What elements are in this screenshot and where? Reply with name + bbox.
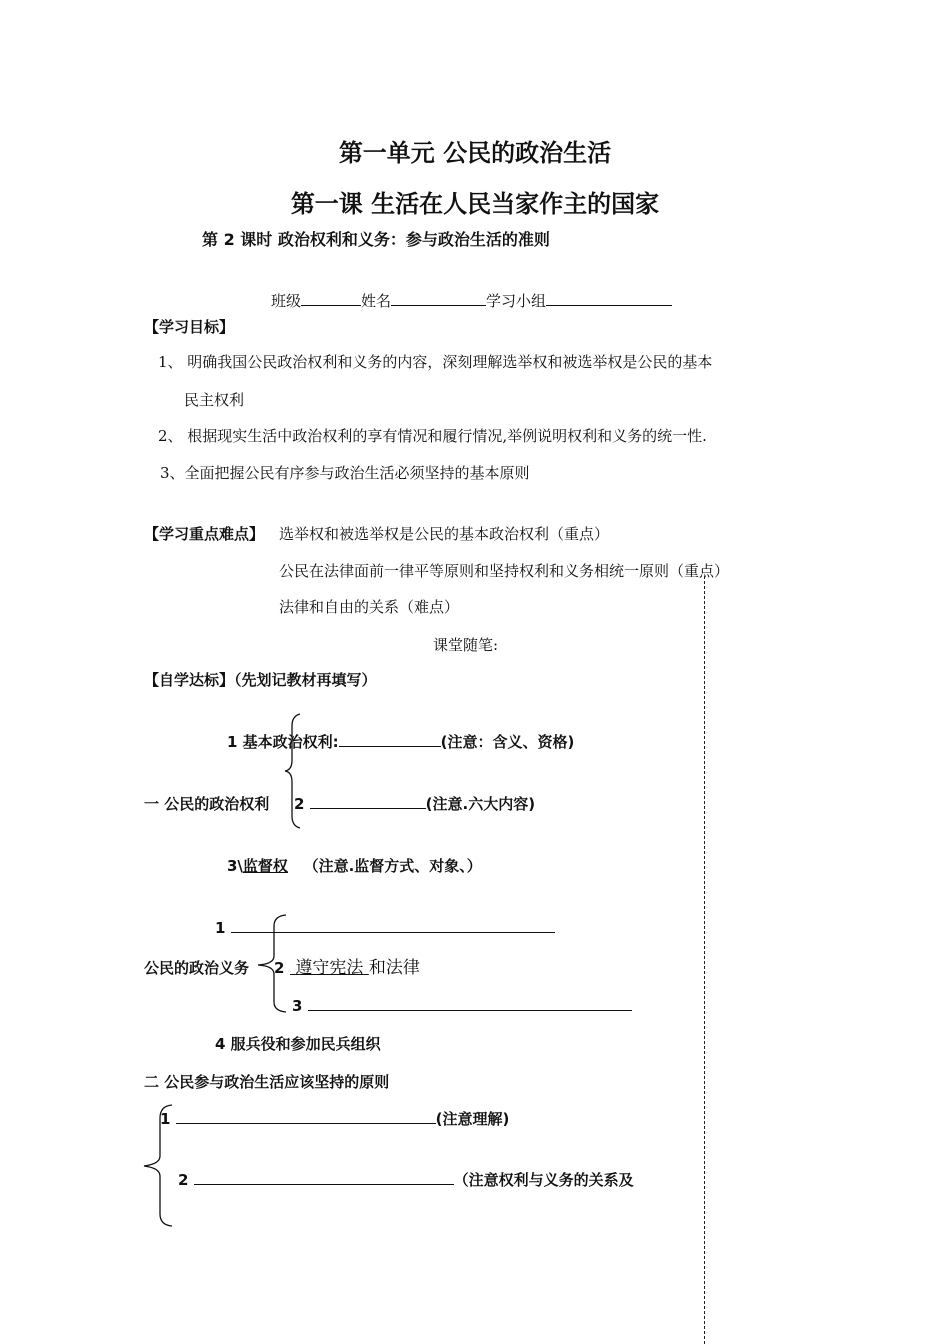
principle-one (160, 1108, 509, 1129)
class-label: 班级 (271, 292, 302, 310)
objective-item: 3、全面把握公民有序参与政治生活必须坚持的基本原则 (160, 464, 530, 482)
duty-two (274, 953, 420, 978)
notes-label: 课堂随笔: (433, 636, 499, 654)
right-supervision-prefix: 3\ (227, 857, 243, 875)
right-two-blank[interactable] (310, 794, 426, 809)
right-supervision (227, 855, 482, 876)
right-basic-blank[interactable] (339, 732, 441, 747)
principle-two-blank[interactable] (194, 1170, 454, 1185)
principle-two-note: （注意权利与义务的关系及 (453, 1171, 634, 1189)
student-info-line (271, 290, 672, 311)
principle-one-blank[interactable] (176, 1109, 436, 1124)
duty-two-term-wrap (290, 958, 369, 978)
duty-three-label: 3 (292, 997, 303, 1015)
name-blank[interactable] (391, 291, 486, 306)
objective-item: 民主权利 (184, 391, 245, 409)
right-basic-label: 1 基本政治权利: (227, 733, 339, 751)
duty-three-blank[interactable] (308, 996, 632, 1011)
unit-title: 第一单元 公民的政治生活 (338, 139, 612, 167)
duties-group-label: 公民的政治义务 (144, 959, 250, 977)
key-point-item: 选举权和被选举权是公民的基本政治权利（重点） (279, 525, 610, 543)
duty-one (215, 918, 555, 937)
duty-one-label: 1 (215, 919, 226, 937)
right-two-label: 2 (294, 795, 305, 813)
self-study-heading: 【自学达标】（先划记教材再填写） (144, 671, 377, 689)
period-title: 第 2 课时 政治权利和义务：参与政治生活的准则 (202, 230, 550, 249)
class-blank[interactable] (301, 291, 361, 306)
right-basic-note: (注意：含义、资格) (440, 733, 575, 751)
objectives-heading: 【学习目标】 (144, 318, 235, 336)
duty-two-suffix: 和法律 (368, 958, 420, 978)
duty-three (292, 996, 632, 1015)
group-blank[interactable] (546, 291, 672, 306)
principles-heading: 二 公民参与政治生活应该坚持的原则 (144, 1073, 390, 1091)
rights-group-label: 一 公民的政治权利 (144, 795, 270, 813)
name-label: 姓名 (361, 292, 392, 310)
group-label: 学习小组 (486, 292, 547, 310)
principle-two (178, 1169, 634, 1190)
right-two (294, 793, 535, 814)
duty-four: 4 服兵役和参加民兵组织 (215, 1035, 381, 1053)
principle-one-note: (注意理解) (435, 1110, 510, 1128)
key-points-heading: 【学习重点难点】 (144, 525, 265, 543)
notes-margin-line (704, 576, 705, 1344)
duty-one-blank[interactable] (231, 918, 555, 933)
duty-two-label: 2 (274, 959, 285, 977)
right-supervision-note: （注意.监督方式、对象、） (303, 857, 482, 875)
key-point-item: 公民在法律面前一律平等原则和坚持权利和义务相统一原则（重点） (279, 562, 730, 580)
principle-one-label: 1 (160, 1110, 171, 1128)
principle-two-label: 2 (178, 1171, 189, 1189)
right-two-note: (注意.六大内容) (425, 795, 536, 813)
objective-item: 1、 明确我国公民政治权利和义务的内容，深刻理解选举权和被选举权是公民的基本 (158, 353, 713, 371)
right-supervision-term: 监督权 (242, 857, 288, 875)
objective-item: 2、 根据现实生活中政治权利的享有情况和履行情况,举例说明权利和义务的统一性. (158, 427, 707, 445)
duty-two-term: 遵守宪法 (295, 958, 364, 978)
key-point-item: 法律和自由的关系（难点） (279, 598, 460, 616)
lesson-title: 第一课 生活在人民当家作主的国家 (290, 190, 660, 218)
right-basic (227, 731, 574, 752)
